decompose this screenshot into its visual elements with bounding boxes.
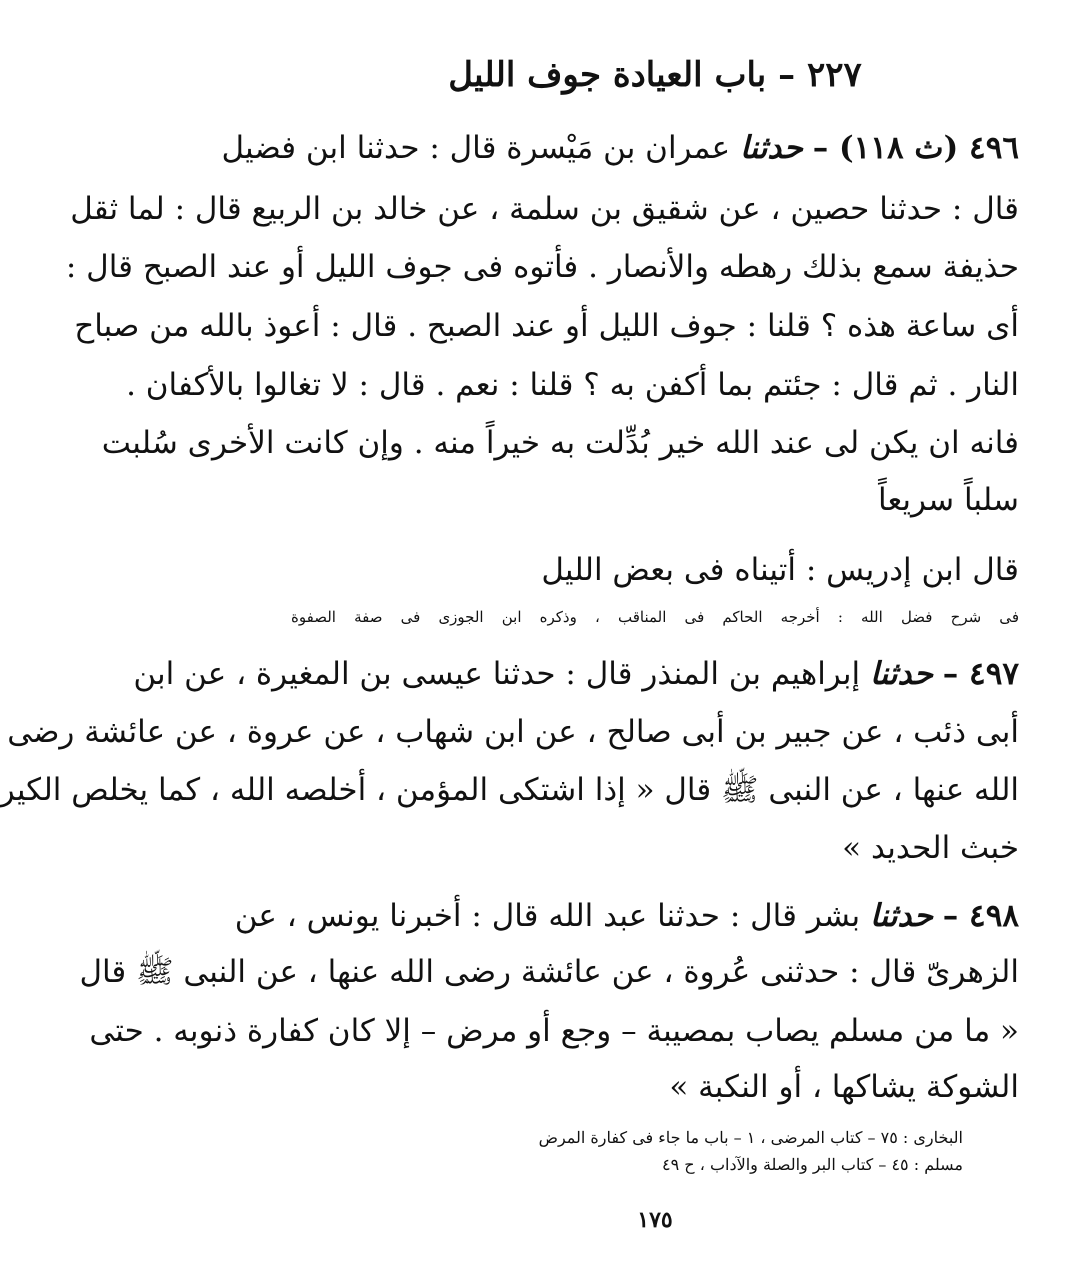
hadith-number-498: ٤٩٨ – xyxy=(942,898,1019,934)
hadith-496-line-3: حذيفة سمع بذلك رهطه والأنصار . فأتوه فى جوف الليل أو عند الصبح قال : xyxy=(65,249,1019,285)
hadith-496-line-6: فانه ان يكن لى عند الله خير بُدِّلت به خيراً منه . وإن كانت الأخرى سُلبت xyxy=(101,425,1019,461)
hadith-497-line-2: أبى ذئب ، عن جبير بن أبى صالح ، عن ابن شهاب ، عن عروة ، عن عائشة رضى xyxy=(7,714,1019,750)
hadith-496-line-7: سلباً سريعاً xyxy=(878,482,1019,518)
hadith-496-line-5: النار . ثم قال : جئتم بما أكفن به ؟ قلنا : نعم . قال : لا تغالوا بالأكفان . xyxy=(126,367,1019,403)
source-bukhari: البخارى : ٧٥ – كتاب المرضى ، ١ – باب ما جاء فى كفارة المرض xyxy=(538,1128,963,1147)
source-muslim: مسلم : ٤٥ – كتاب البر والصلة والآداب ، ح ٤٩ xyxy=(662,1155,963,1174)
hadith-498-line-2: الزهرىّ قال : حدثنى عُروة ، عن عائشة رضى الله عنها ، عن النبى ﷺ قال xyxy=(79,954,1019,990)
hadith-number-496: ٤٩٦ (ث ١١٨) – xyxy=(812,130,1019,166)
ibn-idris-note: قال ابن إدريس : أتيناه فى بعض الليل xyxy=(541,552,1019,588)
hadith-498-line-3: « ما من مسلم يصاب بمصيبة – وجع أو مرض – إلا كان كفارة ذنوبه . حتى xyxy=(89,1013,1019,1049)
chapter-title: ٢٢٧ – باب العيادة جوف الليل xyxy=(448,55,862,95)
page-number: ١٧٥ xyxy=(637,1207,673,1233)
footnote-496: فى شرح فضل الله : أخرجه الحاكم فى المناقب ، وذكره ابن الجوزى فى صفة الصفوة xyxy=(291,608,1019,626)
hadith-496-line-4: أى ساعة هذه ؟ قلنا : جوف الليل أو عند الصبح . قال : أعوذ بالله من صباح xyxy=(74,308,1019,344)
hadith-text: بشر قال : حدثنا عبد الله قال : أخبرنا يونس ، عن xyxy=(234,898,861,934)
hadith-text: إبراهيم بن المنذر قال : حدثنا عيسى بن المغيرة ، عن ابن xyxy=(133,656,861,692)
hadith-497-line-3: الله عنها ، عن النبى ﷺ قال « إذا اشتكى المؤمن ، أخلصه الله ، كما يخلص الكير xyxy=(0,772,1019,808)
hadith-497-line-1 xyxy=(133,652,1019,698)
hadith-498-line-4: الشوكة يشاكها ، أو النكبة » xyxy=(669,1069,1019,1105)
hadith-number-497: ٤٩٧ – xyxy=(942,656,1019,692)
hadith-keyword: حدثنا xyxy=(870,656,933,692)
hadith-496-line-1 xyxy=(221,126,1019,172)
hadith-text: عمران بن مَيْسرة قال : حدثنا ابن فضيل xyxy=(221,130,731,166)
hadith-497-line-4: خبث الحديد » xyxy=(842,830,1019,866)
hadith-keyword: حدثنا xyxy=(870,898,933,934)
hadith-496-line-2: قال : حدثنا حصين ، عن شقيق بن سلمة ، عن خالد بن الربيع قال : لما ثقل xyxy=(70,191,1019,227)
hadith-keyword: حدثنا xyxy=(739,130,803,166)
hadith-498-line-1 xyxy=(234,894,1019,940)
